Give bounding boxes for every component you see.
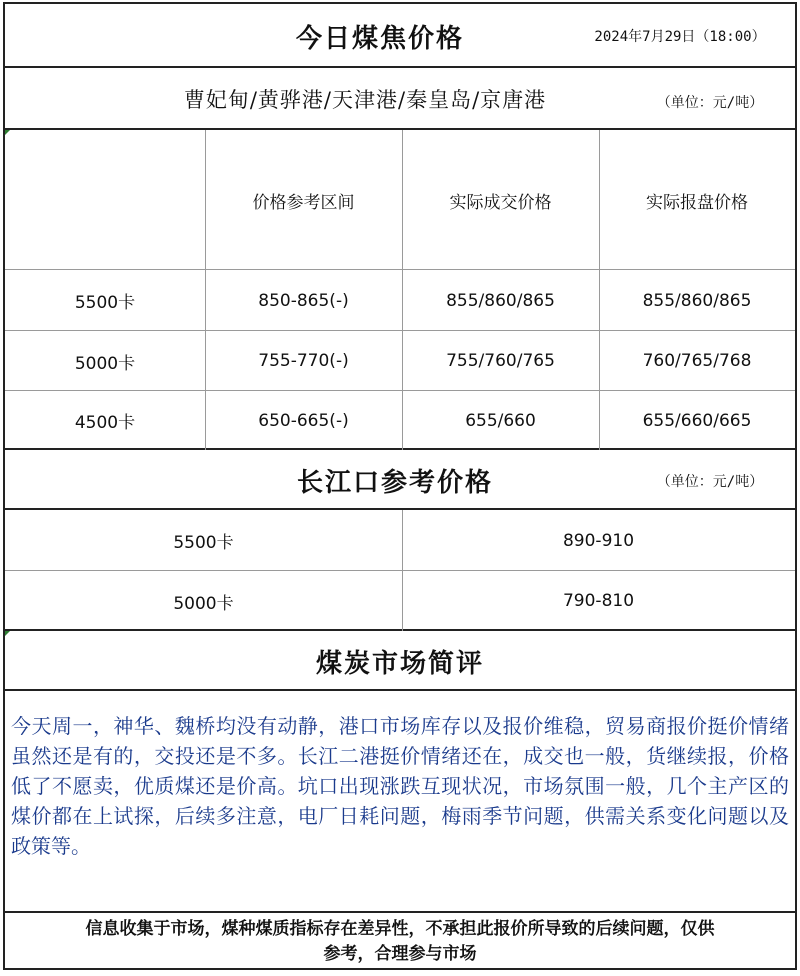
disclaimer-line-1: 信息收集于市场，煤种煤质指标存在差异性，不承担此报价所导致的后续问题，仅供	[85, 919, 715, 939]
report-date: 2024年7月29日（18:00）	[594, 29, 766, 45]
row-deal-price: 655/660	[465, 410, 536, 431]
commentary-title: 煤炭市场简评	[315, 648, 484, 679]
price-sheet	[3, 2, 797, 970]
commentary-body-row	[5, 691, 795, 913]
disclaimer-row	[5, 913, 795, 968]
page-title: 今日煤焦价格	[295, 23, 464, 54]
column-divider	[402, 510, 403, 631]
commentary-title-row	[5, 631, 795, 691]
table-row	[5, 571, 795, 631]
column-divider	[205, 130, 206, 450]
header-row	[5, 4, 795, 68]
table-header-row	[5, 130, 795, 270]
table-row	[5, 270, 795, 331]
row-deal-price: 755/760/765	[446, 351, 555, 371]
yangtze-title-row	[5, 450, 795, 510]
yangtze-price: 890-910	[562, 530, 635, 551]
commentary-text: 今天周一，神华、魏桥均没有动静，港口市场库存以及报价维稳，贸易商报价挺价情绪虽然还是有的，交投还是不多。长江二港挺价情绪还在，成交也一般，货继续报，价格低了不愿卖，优质煤还是价高。坑口出现涨跌互现状况，市场氛围一般，几个主产区的煤价都在上试探，后续多注意，电厂日耗问题，梅雨季节问题，供需关系变化问题以及政策等。	[11, 714, 789, 858]
row-offer-price: 855/860/865	[642, 290, 752, 311]
ports-unit: （单位：元/吨）	[656, 95, 764, 111]
row-grade: 5000卡	[74, 353, 136, 374]
yangtze-price: 790-810	[562, 591, 635, 611]
row-offer-price: 760/765/768	[642, 351, 752, 371]
column-header-reference: 价格参考区间	[252, 192, 355, 213]
column-header-offer: 实际报盘价格	[646, 192, 748, 213]
row-grade: 5500卡	[74, 293, 136, 313]
row-reference-range: 650-665(-)	[258, 410, 349, 431]
row-offer-price: 655/660/665	[642, 410, 752, 431]
column-divider	[402, 130, 403, 450]
column-divider	[599, 130, 600, 450]
yangtze-title: 长江口参考价格	[296, 467, 493, 498]
yangtze-unit: （单位：元/吨）	[656, 474, 764, 490]
column-header-blank	[5, 130, 205, 270]
row-reference-range: 755-770(-)	[258, 351, 349, 371]
row-reference-range: 850-865(-)	[258, 290, 349, 311]
yangtze-grade: 5500卡	[173, 533, 234, 553]
disclaimer-line-2: 参考，合理参与市场	[323, 944, 477, 964]
yangtze-grade: 5000卡	[173, 593, 234, 614]
ports-label: 曹妃甸/黄骅港/天津港/秦皇岛/京唐港	[183, 88, 547, 112]
table-row	[5, 510, 795, 571]
table-row	[5, 331, 795, 391]
row-grade: 4500卡	[74, 413, 136, 433]
row-deal-price: 855/860/865	[446, 290, 555, 311]
ports-row	[5, 68, 795, 130]
column-header-deal: 实际成交价格	[449, 192, 552, 213]
table-row	[5, 391, 795, 450]
